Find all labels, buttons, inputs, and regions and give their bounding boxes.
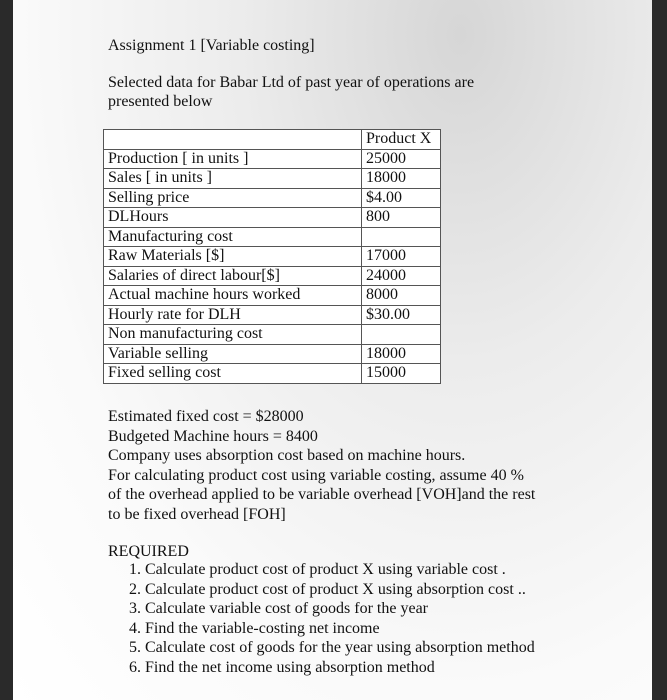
- note-line: Estimated fixed cost = $28000: [108, 408, 304, 425]
- table-row: Variable selling 18000: [104, 344, 441, 364]
- column-header: Product X: [362, 130, 441, 150]
- note-line: to be fixed overhead [FOH]: [108, 506, 286, 523]
- table-row: Raw Materials [$] 17000: [104, 247, 441, 267]
- required-item: 2. Calculate product cost of product X using absorption cost ..: [145, 580, 535, 600]
- table-row: Actual machine hours worked 8000: [104, 286, 441, 306]
- note-line: Company uses absorption cost based on machine hours.: [108, 447, 466, 464]
- data-table: [103, 129, 441, 384]
- table-row: Hourly rate for DLH $30.00: [104, 305, 441, 325]
- table-row: Production [ in units ] 25000: [104, 149, 441, 169]
- table-row: Selling price $4.00: [104, 188, 441, 208]
- required-item: 1. Calculate product cost of product X using variable cost .: [145, 560, 535, 580]
- note-line: For calculating product cost using variable costing, assume 40 %: [108, 467, 524, 484]
- intro-line-1: Selected data for Babar Ltd of past year of operations are: [108, 74, 475, 91]
- required-item: 4. Find the variable-costing net income: [145, 619, 535, 639]
- table-row: Fixed selling cost 15000: [104, 364, 441, 384]
- required-item: 3. Calculate variable cost of goods for the year: [145, 599, 535, 619]
- required-list: [121, 560, 535, 678]
- required-item: 5. Calculate cost of goods for the year using absorption method: [145, 638, 535, 658]
- table-row: Sales [ in units ] 18000: [104, 169, 441, 189]
- table-header-row: [104, 130, 441, 150]
- document-title: Assignment 1 [Variable costing]: [108, 37, 315, 54]
- note-line: of the overhead applied to be variable overhead [VOH]and the rest: [108, 486, 536, 503]
- table-row: Salaries of direct labour[$] 24000: [104, 266, 441, 286]
- required-item: 6. Find the net income using absorption method: [145, 658, 535, 678]
- intro-line-2: presented below: [108, 93, 213, 110]
- note-line: Budgeted Machine hours = 8400: [108, 428, 318, 445]
- table-row: Non manufacturing cost: [104, 325, 441, 345]
- table-row: DLHours 800: [104, 208, 441, 228]
- table-row: Manufacturing cost: [104, 227, 441, 247]
- required-heading: REQUIRED: [108, 543, 189, 560]
- document-page: [13, 0, 652, 700]
